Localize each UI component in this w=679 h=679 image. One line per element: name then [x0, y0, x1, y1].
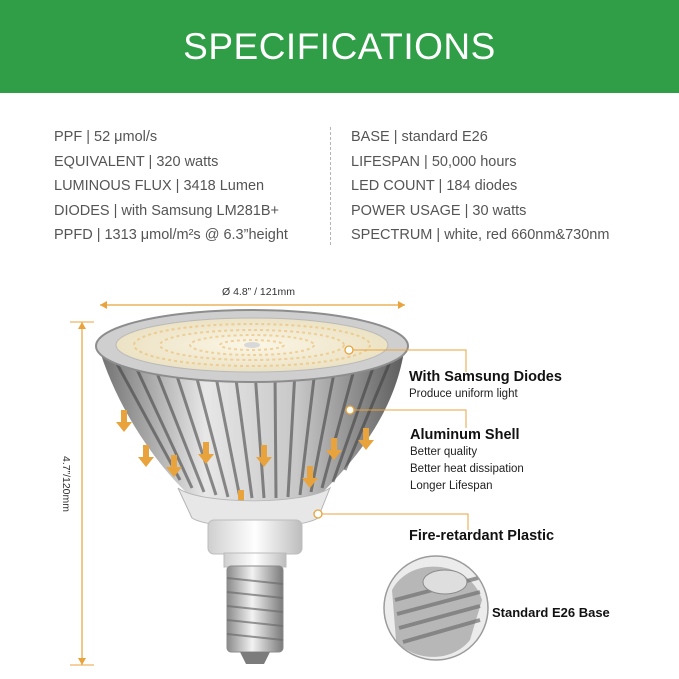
- page-title: SPECIFICATIONS: [183, 25, 496, 67]
- specs-left-column: [54, 125, 288, 248]
- callout-samsung-diodes: [409, 368, 562, 403]
- width-dimension-label: Ø 4.8” / 121mm: [222, 286, 295, 298]
- e26-base-closeup: [384, 556, 488, 660]
- spec-ppfd: PPFD | 1313 μmol/m²s @ 6.3”height: [54, 227, 288, 243]
- callout-shell-line: Longer Lifespan: [410, 480, 493, 492]
- spec-lifespan: LIFESPAN | 50,000 hours: [351, 153, 517, 170]
- spec-base: BASE | standard E26: [351, 129, 488, 145]
- spec-equivalent: EQUIVALENT | 320 watts: [54, 153, 219, 170]
- callout-shell-line: Better quality: [410, 446, 478, 458]
- column-divider: [330, 127, 331, 245]
- spec-led-count: LED COUNT | 184 diodes: [351, 178, 518, 194]
- height-dimension-label: 4.7”/120mm: [60, 455, 73, 513]
- width-dimension-line: [100, 301, 405, 309]
- height-dimension-line: [70, 322, 94, 665]
- callout-plastic-title: Fire-retardant Plastic: [409, 528, 555, 544]
- callout-aluminum-shell: [410, 426, 524, 495]
- header-banner: [0, 0, 679, 93]
- callout-diodes-line: Produce uniform light: [409, 388, 518, 400]
- callout-shell-title: Aluminum Shell: [410, 427, 520, 443]
- callout-shell-line: Better heat dissipation: [410, 463, 524, 475]
- screw-base: [227, 566, 283, 664]
- spec-ppf: PPF | 52 μmol/s: [54, 129, 158, 145]
- spec-luminous-flux: LUMINOUS FLUX | 3418 Lumen: [54, 178, 265, 194]
- specs-right-column: [351, 125, 609, 248]
- callout-diodes-title: With Samsung Diodes: [409, 369, 562, 385]
- spec-spectrum: SPECTRUM | white, red 660nm&730nm: [351, 227, 610, 243]
- callout-e26-base: [492, 604, 610, 622]
- spec-diodes: DIODES | with Samsung LM281B+: [54, 202, 279, 219]
- callout-fire-retardant-plastic: [409, 527, 554, 545]
- callout-base-title: Standard E26 Base: [492, 605, 610, 620]
- spec-power-usage: POWER USAGE | 30 watts: [351, 202, 527, 219]
